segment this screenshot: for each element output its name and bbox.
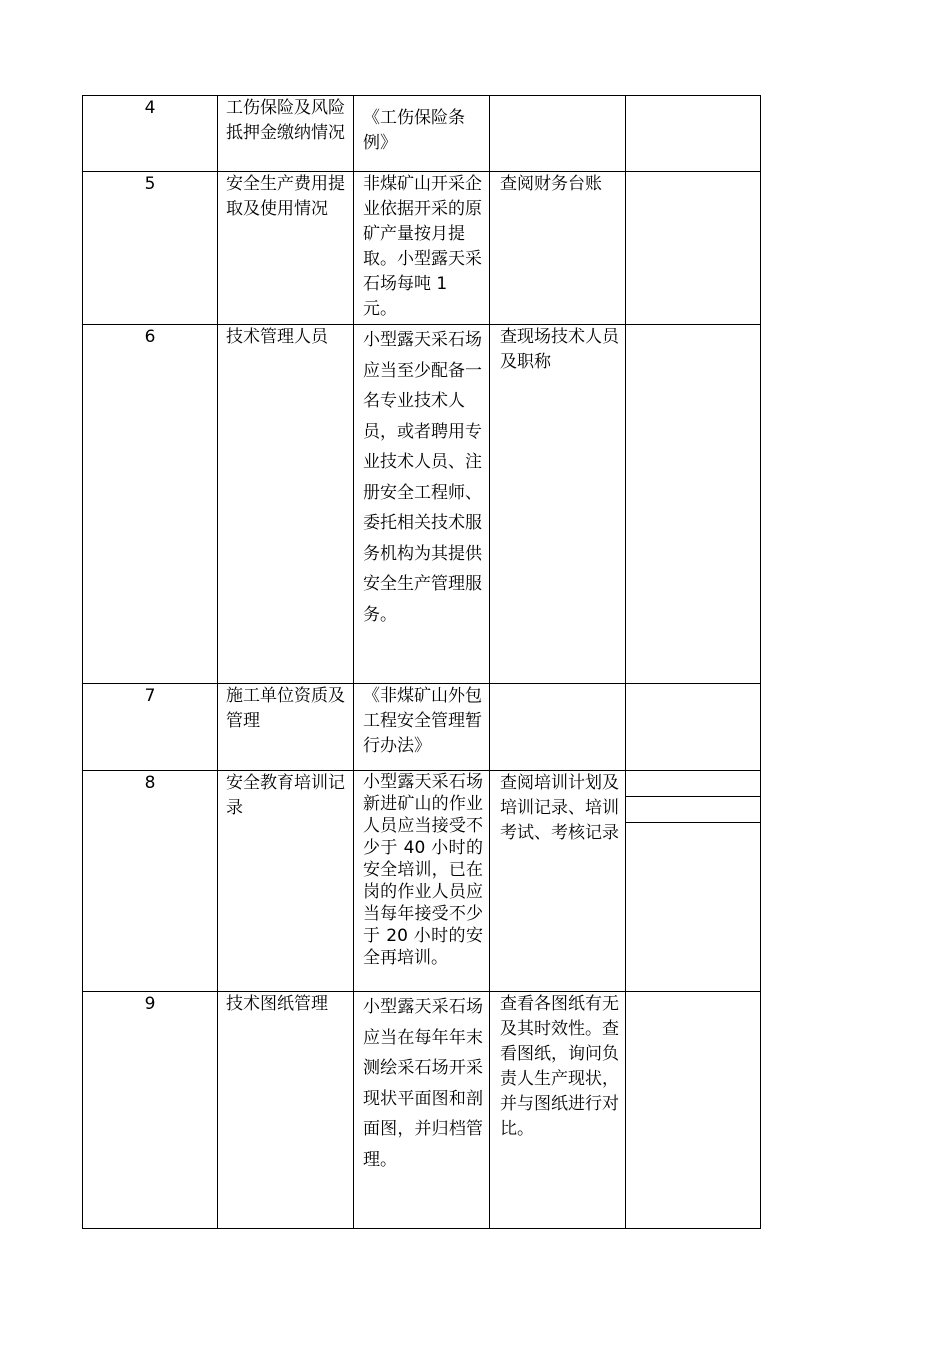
row-number: 7 <box>83 684 218 771</box>
table-row <box>83 325 761 684</box>
result-subrow <box>626 797 760 823</box>
check-item: 安全生产费用提取及使用情况 <box>218 172 354 325</box>
row-number: 5 <box>83 172 218 325</box>
row-number: 4 <box>83 96 218 172</box>
check-result <box>626 325 761 684</box>
check-method: 查看各图纸有无及其时效性。查看图纸，询问负责人生产现状，并与图纸进行对比。 <box>490 992 626 1229</box>
check-item: 安全教育培训记录 <box>218 771 354 992</box>
check-basis: 小型露天采石场应当在每年年末测绘采石场开采现状平面图和剖面图，并归档管理。 <box>354 992 490 1229</box>
inspection-checklist-table <box>82 95 761 1229</box>
table-row <box>83 992 761 1229</box>
table-row <box>83 684 761 771</box>
result-subrow <box>626 771 760 797</box>
table-row <box>83 96 761 172</box>
check-result <box>626 823 760 848</box>
check-method: 查阅培训计划及培训记录、培训考试、考核记录 <box>490 771 626 992</box>
check-basis: 非煤矿山开采企业依据开采的原矿产量按月提取。小型露天采石场每吨 1 元。 <box>354 172 490 325</box>
check-basis: 小型露天采石场新进矿山的作业人员应当接受不少于 40 小时的安全培训，已在岗的作业人员应当每年接受不少于 20 小时的安全再培训。 <box>354 771 490 992</box>
check-basis: 《非煤矿山外包工程安全管理暂行办法》 <box>354 684 490 771</box>
check-item: 技术管理人员 <box>218 325 354 684</box>
check-method <box>490 96 626 172</box>
check-basis: 《工伤保险条例》 <box>354 96 490 172</box>
check-result <box>626 172 761 325</box>
check-method: 查现场技术人员及职称 <box>490 325 626 684</box>
check-result <box>626 684 761 771</box>
check-basis: 小型露天采石场应当至少配备一名专业技术人员，或者聘用专业技术人员、注册安全工程师、委托相关技术服务机构为其提供安全生产管理服务。 <box>354 325 490 684</box>
check-item: 技术图纸管理 <box>218 992 354 1229</box>
check-item: 工伤保险及风险抵押金缴纳情况 <box>218 96 354 172</box>
check-result <box>626 96 761 172</box>
check-result-cell <box>626 771 761 992</box>
check-item: 施工单位资质及管理 <box>218 684 354 771</box>
table-row <box>83 771 761 992</box>
check-method <box>490 684 626 771</box>
check-method: 查阅财务台账 <box>490 172 626 325</box>
row-number: 8 <box>83 771 218 992</box>
row-number: 6 <box>83 325 218 684</box>
row-number: 9 <box>83 992 218 1229</box>
table-row <box>83 172 761 325</box>
check-result <box>626 992 761 1229</box>
